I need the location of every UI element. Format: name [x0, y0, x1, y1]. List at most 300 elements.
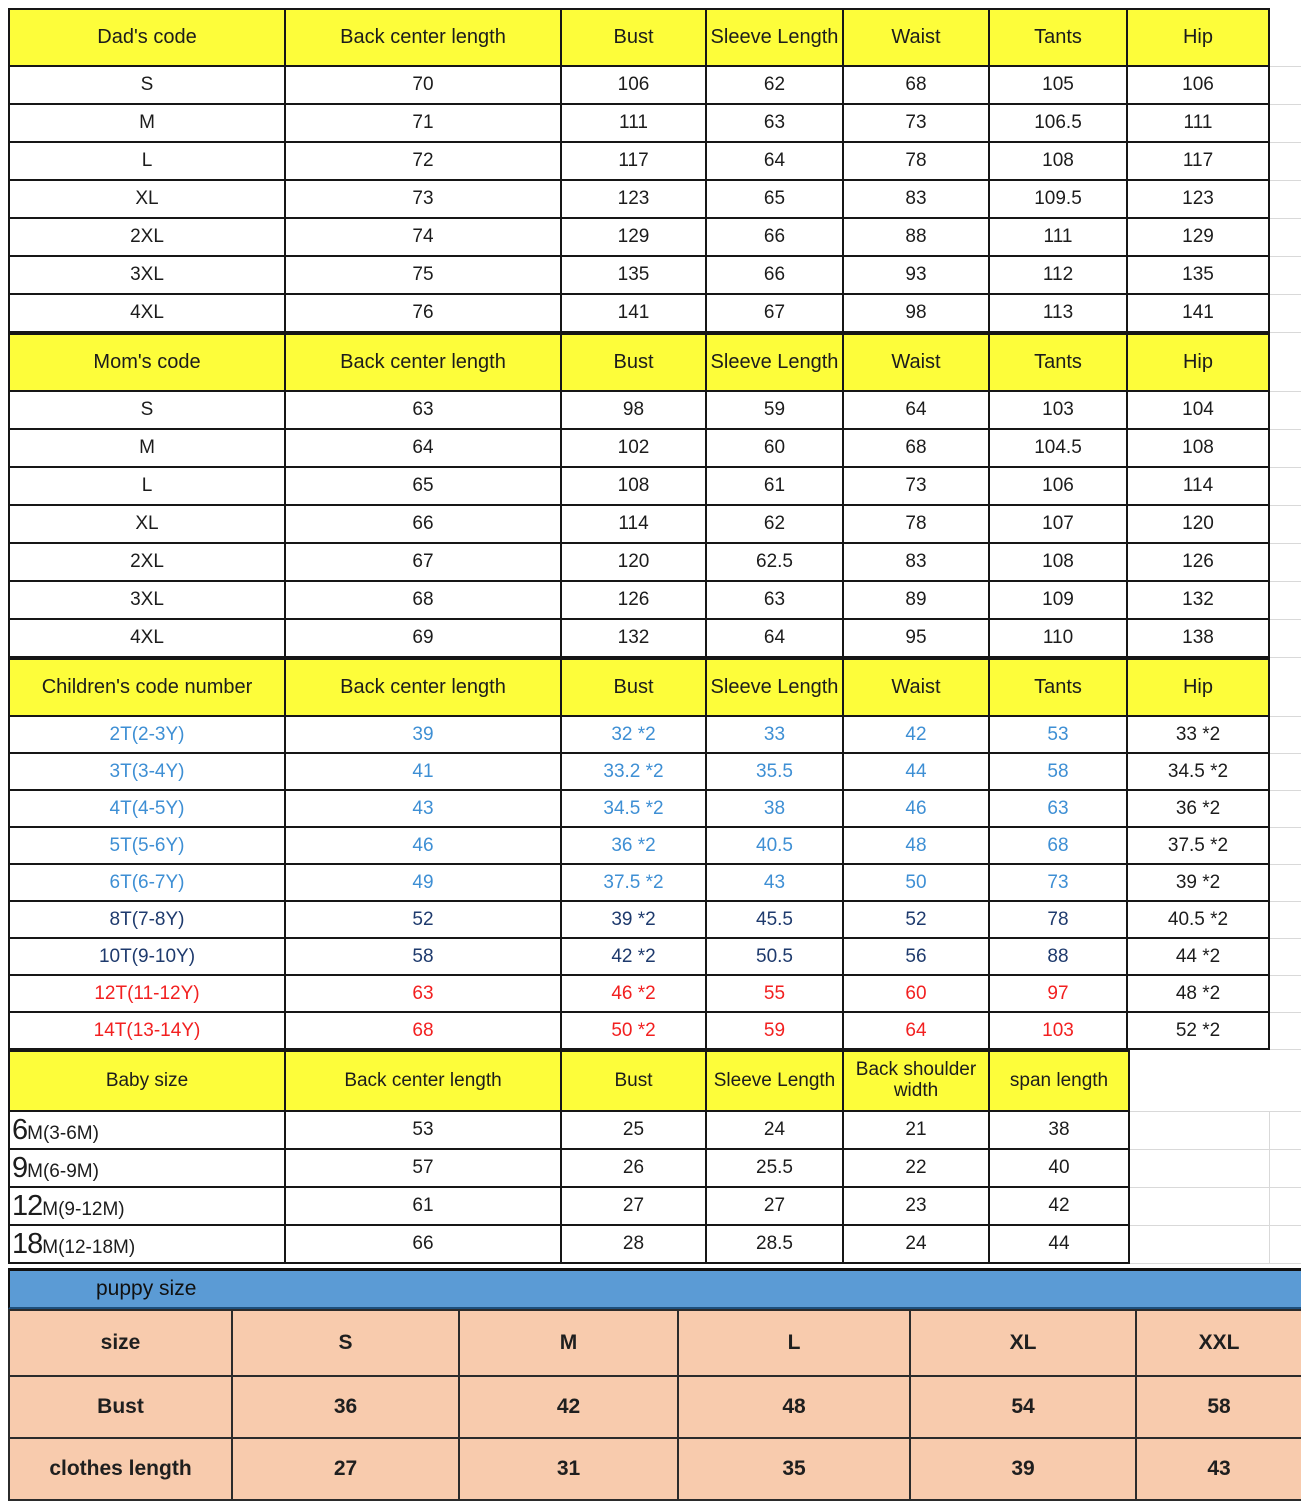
baby-size-number: 18: [12, 1227, 43, 1260]
value-cell: 42: [989, 1187, 1129, 1225]
puppy-value-cell: 48: [678, 1376, 910, 1438]
value-cell: 46: [843, 790, 989, 827]
value-cell: 73: [843, 467, 989, 505]
puppy-row: [9, 1376, 1301, 1438]
value-cell: 108: [561, 467, 706, 505]
value-cell: 64: [843, 391, 989, 429]
value-cell: 53: [285, 1111, 561, 1149]
puppy-size-table: [8, 1309, 1301, 1501]
empty-grid-cell: [1269, 505, 1301, 543]
value-cell: 88: [989, 938, 1127, 975]
value-cell: 103: [989, 1012, 1127, 1049]
column-header: Sleeve Length: [706, 334, 843, 391]
value-cell: 68: [285, 581, 561, 619]
empty-grid-cell: [1269, 938, 1301, 975]
row-label: L: [9, 142, 285, 180]
value-cell: 36 *2: [561, 827, 706, 864]
column-header: Bust: [561, 1051, 706, 1111]
value-cell: 73: [989, 864, 1127, 901]
row-label: 18M(12-18M): [9, 1225, 285, 1263]
table-row: [9, 790, 1301, 827]
value-cell: 63: [285, 391, 561, 429]
value-cell: 40.5: [706, 827, 843, 864]
value-cell: 83: [843, 543, 989, 581]
value-cell: 67: [285, 543, 561, 581]
value-cell: 37.5 *2: [561, 864, 706, 901]
childrens-size-table: [8, 658, 1301, 1050]
value-cell: 123: [561, 180, 706, 218]
value-cell: 135: [561, 256, 706, 294]
value-cell: 106.5: [989, 104, 1127, 142]
row-label: 3T(3-4Y): [9, 753, 285, 790]
value-cell: 68: [285, 1012, 561, 1049]
value-cell: 44: [843, 753, 989, 790]
value-cell: 132: [1127, 581, 1269, 619]
puppy-size-header: M: [459, 1310, 678, 1376]
row-label: M: [9, 429, 285, 467]
empty-grid-cell: [1129, 1187, 1269, 1225]
empty-grid-cell: [1269, 334, 1301, 391]
row-label: 3XL: [9, 256, 285, 294]
value-cell: 46 *2: [561, 975, 706, 1012]
value-cell: 48: [843, 827, 989, 864]
value-cell: 123: [1127, 180, 1269, 218]
value-cell: 46: [285, 827, 561, 864]
row-label: 5T(5-6Y): [9, 827, 285, 864]
value-cell: 129: [561, 218, 706, 256]
value-cell: 70: [285, 66, 561, 104]
value-cell: 107: [989, 505, 1127, 543]
puppy-row: [9, 1438, 1301, 1500]
row-label: XL: [9, 180, 285, 218]
column-header: Children's code number: [9, 659, 285, 716]
column-header: Back center length: [285, 334, 561, 391]
value-cell: 111: [989, 218, 1127, 256]
column-header: Hip: [1127, 9, 1269, 66]
empty-grid-cell: [1269, 753, 1301, 790]
row-label: 6M(3-6M): [9, 1111, 285, 1149]
value-cell: 57: [285, 1149, 561, 1187]
value-cell: 98: [843, 294, 989, 332]
value-cell: 63: [706, 104, 843, 142]
value-cell: 64: [706, 142, 843, 180]
empty-grid-cell: [1269, 659, 1301, 716]
value-cell: 61: [706, 467, 843, 505]
value-cell: 108: [989, 543, 1127, 581]
value-cell: 64: [843, 1012, 989, 1049]
column-header: Sleeve Length: [706, 1051, 843, 1111]
value-cell: 35.5: [706, 753, 843, 790]
value-cell: 62.5: [706, 543, 843, 581]
column-header: Bust: [561, 659, 706, 716]
value-cell: 105: [989, 66, 1127, 104]
value-cell: 49: [285, 864, 561, 901]
puppy-size-header: S: [232, 1310, 459, 1376]
table-row: [9, 827, 1301, 864]
value-cell: 64: [706, 619, 843, 657]
value-cell: 89: [843, 581, 989, 619]
empty-grid-cell: [1269, 716, 1301, 753]
value-cell: 114: [1127, 467, 1269, 505]
column-header: Tants: [989, 334, 1127, 391]
puppy-value-cell: 43: [1136, 1438, 1301, 1500]
puppy-size-section-header: [8, 1268, 1301, 1309]
puppy-row-label: clothes length: [9, 1438, 232, 1500]
value-cell: 117: [1127, 142, 1269, 180]
empty-grid-cell: [1269, 294, 1301, 332]
column-header: span length: [989, 1051, 1129, 1111]
value-cell: 38: [706, 790, 843, 827]
moms-size-table: [8, 333, 1301, 658]
value-cell: 66: [706, 218, 843, 256]
value-cell: 110: [989, 619, 1127, 657]
value-cell: 76: [285, 294, 561, 332]
value-cell: 58: [989, 753, 1127, 790]
table-row: [9, 1225, 1301, 1263]
value-cell: 27: [561, 1187, 706, 1225]
column-header: Back center length: [285, 9, 561, 66]
column-header: Sleeve Length: [706, 9, 843, 66]
empty-grid-cell: [1269, 1225, 1301, 1263]
value-cell: 38: [989, 1111, 1129, 1149]
empty-grid-cell: [1129, 1111, 1269, 1149]
value-cell: 43: [706, 864, 843, 901]
puppy-row-label: Bust: [9, 1376, 232, 1438]
puppy-value-cell: 39: [910, 1438, 1136, 1500]
value-cell: 126: [1127, 543, 1269, 581]
dads-size-table: [8, 8, 1301, 333]
value-cell: 32 *2: [561, 716, 706, 753]
row-label: S: [9, 391, 285, 429]
table-row: [9, 864, 1301, 901]
value-cell: 98: [561, 391, 706, 429]
row-label: 4T(4-5Y): [9, 790, 285, 827]
row-label: 4XL: [9, 619, 285, 657]
row-label: S: [9, 66, 285, 104]
value-cell: 41: [285, 753, 561, 790]
table-row: [9, 142, 1301, 180]
value-cell: 59: [706, 391, 843, 429]
value-cell: 78: [843, 142, 989, 180]
value-cell: 83: [843, 180, 989, 218]
value-cell: 65: [285, 467, 561, 505]
empty-grid-cell: [1269, 1051, 1301, 1111]
value-cell: 95: [843, 619, 989, 657]
column-header: Back center length: [285, 1051, 561, 1111]
value-cell: 78: [989, 901, 1127, 938]
baby-size-table: [8, 1050, 1301, 1264]
value-cell: 44: [989, 1225, 1129, 1263]
row-label: 4XL: [9, 294, 285, 332]
value-cell: 63: [285, 975, 561, 1012]
value-cell: 66: [285, 1225, 561, 1263]
row-label: M: [9, 104, 285, 142]
column-header: Tants: [989, 9, 1127, 66]
empty-grid-cell: [1129, 1225, 1269, 1263]
table-row: [9, 429, 1301, 467]
empty-grid-cell: [1269, 1187, 1301, 1225]
empty-grid-cell: [1269, 975, 1301, 1012]
value-cell: 68: [989, 827, 1127, 864]
value-cell: 40: [989, 1149, 1129, 1187]
value-cell: 37.5 *2: [1127, 827, 1269, 864]
empty-grid-cell: [1269, 543, 1301, 581]
baby-size-number: 6: [12, 1113, 28, 1146]
empty-grid-cell: [1269, 256, 1301, 294]
value-cell: 104.5: [989, 429, 1127, 467]
value-cell: 28: [561, 1225, 706, 1263]
value-cell: 53: [989, 716, 1127, 753]
value-cell: 63: [706, 581, 843, 619]
row-label: 10T(9-10Y): [9, 938, 285, 975]
empty-grid-cell: [1269, 180, 1301, 218]
value-cell: 60: [843, 975, 989, 1012]
value-cell: 114: [561, 505, 706, 543]
value-cell: 103: [989, 391, 1127, 429]
value-cell: 106: [1127, 66, 1269, 104]
value-cell: 42 *2: [561, 938, 706, 975]
value-cell: 78: [843, 505, 989, 543]
column-header: Back center length: [285, 659, 561, 716]
value-cell: 97: [989, 975, 1127, 1012]
empty-grid-cell: [1269, 619, 1301, 657]
value-cell: 108: [1127, 429, 1269, 467]
puppy-size-header: XL: [910, 1310, 1136, 1376]
value-cell: 113: [989, 294, 1127, 332]
empty-grid-cell: [1269, 104, 1301, 142]
column-header: Back shoulder width: [843, 1051, 989, 1111]
row-label: 12T(11-12Y): [9, 975, 285, 1012]
column-header: Tants: [989, 659, 1127, 716]
row-label: 12M(9-12M): [9, 1187, 285, 1225]
value-cell: 24: [706, 1111, 843, 1149]
header-row: [9, 1051, 1301, 1111]
value-cell: 102: [561, 429, 706, 467]
puppy-value-cell: 42: [459, 1376, 678, 1438]
empty-grid-cell: [1269, 218, 1301, 256]
table-row: [9, 1012, 1301, 1049]
column-header: Bust: [561, 334, 706, 391]
value-cell: 36 *2: [1127, 790, 1269, 827]
column-header: Waist: [843, 334, 989, 391]
column-header: Dad's code: [9, 9, 285, 66]
puppy-value-cell: 27: [232, 1438, 459, 1500]
value-cell: 52: [285, 901, 561, 938]
row-label: L: [9, 467, 285, 505]
value-cell: 111: [1127, 104, 1269, 142]
value-cell: 34.5 *2: [1127, 753, 1269, 790]
value-cell: 39 *2: [1127, 864, 1269, 901]
value-cell: 50 *2: [561, 1012, 706, 1049]
baby-size-number: 12: [12, 1189, 43, 1222]
value-cell: 25.5: [706, 1149, 843, 1187]
table-row: [9, 104, 1301, 142]
value-cell: 25: [561, 1111, 706, 1149]
value-cell: 52 *2: [1127, 1012, 1269, 1049]
value-cell: 66: [285, 505, 561, 543]
table-row: [9, 581, 1301, 619]
column-header: Hip: [1127, 659, 1269, 716]
row-label: 3XL: [9, 581, 285, 619]
value-cell: 117: [561, 142, 706, 180]
value-cell: 68: [843, 66, 989, 104]
table-row: [9, 1111, 1301, 1149]
table-row: [9, 505, 1301, 543]
table-row: [9, 1187, 1301, 1225]
empty-grid-cell: [1269, 1149, 1301, 1187]
value-cell: 28.5: [706, 1225, 843, 1263]
value-cell: 24: [843, 1225, 989, 1263]
value-cell: 112: [989, 256, 1127, 294]
row-label: 9M(6-9M): [9, 1149, 285, 1187]
value-cell: 43: [285, 790, 561, 827]
value-cell: 93: [843, 256, 989, 294]
empty-grid-cell: [1269, 429, 1301, 467]
puppy-size-title: puppy size: [96, 1277, 197, 1300]
empty-grid-cell: [1269, 827, 1301, 864]
puppy-size-header: L: [678, 1310, 910, 1376]
row-label: 2XL: [9, 543, 285, 581]
value-cell: 88: [843, 218, 989, 256]
table-row: [9, 294, 1301, 332]
value-cell: 73: [285, 180, 561, 218]
row-label: 2T(2-3Y): [9, 716, 285, 753]
value-cell: 106: [561, 66, 706, 104]
table-row: [9, 391, 1301, 429]
value-cell: 104: [1127, 391, 1269, 429]
baby-size-number: 9: [12, 1151, 28, 1184]
value-cell: 73: [843, 104, 989, 142]
value-cell: 64: [285, 429, 561, 467]
value-cell: 55: [706, 975, 843, 1012]
value-cell: 23: [843, 1187, 989, 1225]
empty-grid-cell: [1269, 1111, 1301, 1149]
value-cell: 62: [706, 66, 843, 104]
table-row: [9, 256, 1301, 294]
table-row: [9, 716, 1301, 753]
puppy-value-cell: 35: [678, 1438, 910, 1500]
value-cell: 75: [285, 256, 561, 294]
header-row: [9, 9, 1301, 66]
value-cell: 66: [706, 256, 843, 294]
value-cell: 39 *2: [561, 901, 706, 938]
puppy-value-cell: 58: [1136, 1376, 1301, 1438]
value-cell: 33.2 *2: [561, 753, 706, 790]
value-cell: 61: [285, 1187, 561, 1225]
value-cell: 58: [285, 938, 561, 975]
table-row: [9, 218, 1301, 256]
value-cell: 120: [561, 543, 706, 581]
empty-grid-cell: [1129, 1051, 1269, 1111]
header-row: [9, 659, 1301, 716]
value-cell: 34.5 *2: [561, 790, 706, 827]
value-cell: 45.5: [706, 901, 843, 938]
value-cell: 72: [285, 142, 561, 180]
value-cell: 141: [1127, 294, 1269, 332]
value-cell: 21: [843, 1111, 989, 1149]
value-cell: 33: [706, 716, 843, 753]
table-row: [9, 938, 1301, 975]
row-label: XL: [9, 505, 285, 543]
column-header: Mom's code: [9, 334, 285, 391]
column-header: Waist: [843, 659, 989, 716]
row-label: 14T(13-14Y): [9, 1012, 285, 1049]
value-cell: 59: [706, 1012, 843, 1049]
empty-grid-cell: [1269, 901, 1301, 938]
table-row: [9, 180, 1301, 218]
puppy-value-cell: 36: [232, 1376, 459, 1438]
empty-grid-cell: [1269, 581, 1301, 619]
empty-grid-cell: [1269, 9, 1301, 66]
value-cell: 27: [706, 1187, 843, 1225]
table-row: [9, 66, 1301, 104]
table-row: [9, 543, 1301, 581]
value-cell: 63: [989, 790, 1127, 827]
value-cell: 68: [843, 429, 989, 467]
empty-grid-cell: [1269, 790, 1301, 827]
empty-grid-cell: [1269, 467, 1301, 505]
empty-grid-cell: [1269, 391, 1301, 429]
value-cell: 106: [989, 467, 1127, 505]
column-header: Bust: [561, 9, 706, 66]
value-cell: 50.5: [706, 938, 843, 975]
value-cell: 40.5 *2: [1127, 901, 1269, 938]
column-header: Waist: [843, 9, 989, 66]
value-cell: 26: [561, 1149, 706, 1187]
value-cell: 67: [706, 294, 843, 332]
value-cell: 109: [989, 581, 1127, 619]
table-row: [9, 619, 1301, 657]
table-row: [9, 753, 1301, 790]
value-cell: 48 *2: [1127, 975, 1269, 1012]
value-cell: 141: [561, 294, 706, 332]
value-cell: 56: [843, 938, 989, 975]
value-cell: 65: [706, 180, 843, 218]
row-label: 6T(6-7Y): [9, 864, 285, 901]
value-cell: 71: [285, 104, 561, 142]
column-header: Sleeve Length: [706, 659, 843, 716]
value-cell: 62: [706, 505, 843, 543]
value-cell: 111: [561, 104, 706, 142]
value-cell: 42: [843, 716, 989, 753]
row-label: 8T(7-8Y): [9, 901, 285, 938]
value-cell: 120: [1127, 505, 1269, 543]
puppy-value-cell: 54: [910, 1376, 1136, 1438]
value-cell: 22: [843, 1149, 989, 1187]
value-cell: 138: [1127, 619, 1269, 657]
value-cell: 74: [285, 218, 561, 256]
empty-grid-cell: [1129, 1149, 1269, 1187]
value-cell: 69: [285, 619, 561, 657]
value-cell: 135: [1127, 256, 1269, 294]
header-row: [9, 334, 1301, 391]
puppy-size-header: XXL: [1136, 1310, 1301, 1376]
puppy-value-cell: 31: [459, 1438, 678, 1500]
value-cell: 33 *2: [1127, 716, 1269, 753]
value-cell: 129: [1127, 218, 1269, 256]
column-header: Baby size: [9, 1051, 285, 1111]
value-cell: 108: [989, 142, 1127, 180]
value-cell: 39: [285, 716, 561, 753]
column-header: Hip: [1127, 334, 1269, 391]
value-cell: 132: [561, 619, 706, 657]
value-cell: 44 *2: [1127, 938, 1269, 975]
value-cell: 60: [706, 429, 843, 467]
puppy-row-label: size: [9, 1310, 232, 1376]
table-row: [9, 901, 1301, 938]
value-cell: 52: [843, 901, 989, 938]
row-label: 2XL: [9, 218, 285, 256]
